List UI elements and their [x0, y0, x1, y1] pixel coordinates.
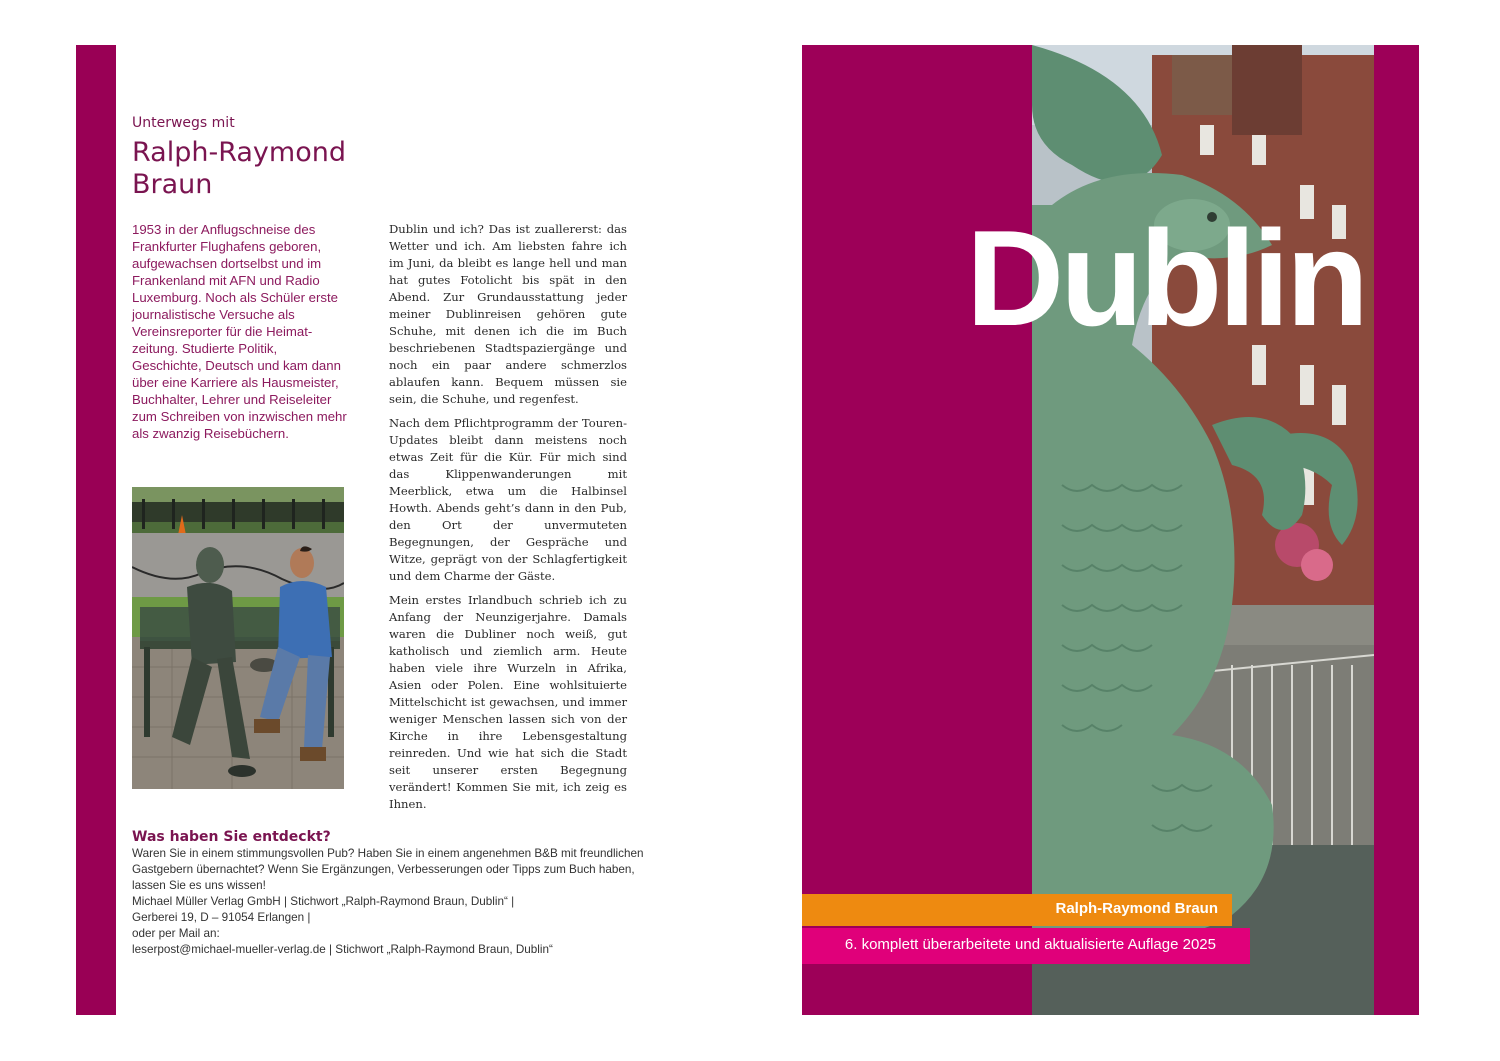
author-name-heading [132, 137, 372, 201]
cover-photo [1032, 45, 1374, 1015]
intro-paragraph-3: Mein erstes Irlandbuch schrieb ich zu Anfang der Neunzigerjahre. Damals waren die Dubliner noch weiß, gut katholisch und ziemlich arm. Heute haben viele ihre Wurzeln in Afrika, Asien oder Polen. Eine wohlsituierte Mittelschicht ist gewachsen, und immer weniger Menschen lassen sich von der Kirche in ihre Lebensgestaltung reinreden. Und wie hat sich die Stadt seit unserer ersten Begegnung verändert! Kommen Sie mit, ich zeig es Ihnen. [389, 593, 627, 811]
intro-text [389, 221, 627, 820]
author-bio: 1953 in der Anflugschneise des Frankfurter Flughafens geboren, aufgewachsen dortselbst und im Frankenland mit AFN und Radio Luxemburg. Noch als Schüler erste journalistische Versuche als Vereinsreporter für die Heimatzeitung. Studierte Politik, Geschichte, Deutsch und kam dann über eine Karriere als Hausmeister, Buchhalter, Lehrer und Reiseleiter zum Schreiben von inzwischen mehr als zwanzig Reisebüchern. [132, 222, 347, 441]
feedback-line: Waren Sie in einem stimmungsvollen Pub? Haben Sie in einem angenehmen B&B mit freundlichen [132, 847, 644, 860]
cover-author: Ralph-Raymond Braun [1055, 900, 1218, 917]
feedback-email-line: leserpost@michael-mueller-verlag.de | Stichwort „Ralph-Raymond Braun, Dublin“ [132, 943, 553, 956]
intro-paragraph-1: Dublin und ich? Das ist zuallererst: das Wetter und ich. Am liebsten fahre ich im Juni, da bleibt es lange hell und man hat gutes Fotolicht bis spät in den Abend. Zur Grundausstattung jeder meiner Dublinreisen gehören gute Schuhe, mit denen ich die im Buch beschriebenen Stadtspaziergänge und noch ein paar andere schmerzlos ablaufen kann. Bequem müssen sie sein, die Schuhe, und regenfest. [389, 222, 627, 406]
cover-edition-band [802, 928, 1250, 964]
cover-author-band [802, 894, 1232, 926]
feedback-line: Michael Müller Verlag GmbH | Stichwort „Ralph-Raymond Braun, Dublin“ | [132, 895, 515, 908]
author-photo [132, 487, 344, 789]
feedback-line: Gerberei 19, D – 91054 Erlangen | [132, 911, 311, 924]
author-kicker: Unterwegs mit [132, 115, 235, 131]
cover-title: Dublin [966, 202, 1366, 354]
feedback-heading: Was haben Sie entdeckt? [132, 829, 331, 845]
feedback-line: oder per Mail an: [132, 927, 220, 940]
author-name-line-2: Braun [132, 169, 213, 200]
author-name-line-1: Ralph-Raymond [132, 137, 346, 168]
book-cover [802, 45, 1419, 1015]
feedback-line: Gastgebern übernachtet? Wenn Sie Ergänzungen, Verbesserungen oder Tipps zum Buch haben, [132, 863, 635, 876]
cover-edition: 6. komplett überarbeitete und aktualisierte Auflage 2025 [844, 936, 1216, 953]
author-with-statue-image [132, 487, 344, 789]
feedback-text [132, 846, 644, 958]
feedback-line: lassen Sie es uns wissen! [132, 879, 266, 892]
left-page-accent-bar [76, 45, 116, 1015]
intro-paragraph-2: Nach dem Pflichtprogramm der Touren-Updates bleibt dann meistens noch etwas Zeit für die Kür. Für mich sind das Klippenwanderungen mit Meerblick, etwa um die Halbinsel Howth. Abends geht’s dann in den Pub, den Ort der unvermuteten Begegnungen, der Gespräche und Witze, geprägt von der Schlagfertigkeit und dem Charme der Gäste. [389, 416, 627, 583]
seahorse-statue-image [1032, 45, 1374, 1015]
